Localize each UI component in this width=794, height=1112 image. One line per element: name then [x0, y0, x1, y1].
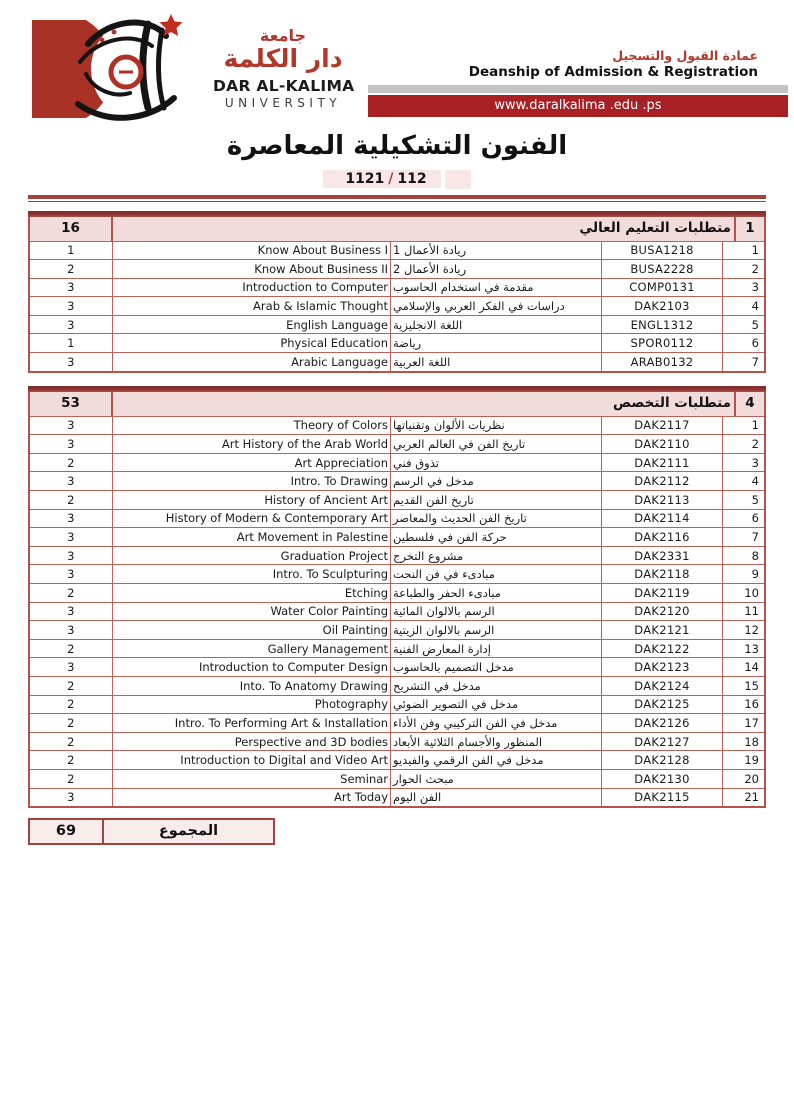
- title-divider-rule: [28, 195, 766, 202]
- logo-english-sub: UNIVERSITY: [224, 95, 342, 110]
- course-name-ar: اللغة العربية: [391, 353, 602, 371]
- course-name-en: Gallery Management: [113, 640, 391, 658]
- section-number: 1: [745, 219, 755, 236]
- credit-hours: 3: [30, 316, 113, 334]
- course-row: [30, 639, 764, 658]
- course-name-ar: تاريخ الفن في العالم العربي: [391, 435, 602, 453]
- course-name-en: Know About Business I: [113, 242, 391, 260]
- course-code: ENGL1312: [602, 316, 723, 334]
- course-row: [30, 453, 764, 472]
- course-name-ar: ريادة الأعمال 2: [391, 260, 602, 278]
- course-name-ar: تذوق فني: [391, 454, 602, 472]
- course-name-ar: رياضة: [391, 334, 602, 352]
- section-number: 4: [745, 394, 755, 411]
- course-name-en: English Language: [113, 316, 391, 334]
- course-code: DAK2120: [602, 603, 723, 621]
- section-header-row: [30, 217, 764, 241]
- course-name-en: Art Today: [113, 789, 391, 807]
- credit-hours: 3: [30, 658, 113, 676]
- logo-wordmark: [213, 26, 353, 110]
- row-number: 2: [751, 261, 759, 276]
- credit-hours: 3: [30, 510, 113, 528]
- row-number: 2: [751, 437, 759, 452]
- course-row: [30, 434, 764, 453]
- page-title: الفنون التشكيلية المعاصرة: [226, 131, 568, 161]
- course-code: DAK2113: [602, 491, 723, 509]
- credit-hours: 2: [30, 733, 113, 751]
- section-title: متطلبات التخصص: [113, 392, 736, 416]
- row-number: 19: [744, 753, 759, 768]
- credit-hours: 1: [30, 242, 113, 260]
- course-name-ar: الرسم بالالوان المائية: [391, 603, 602, 621]
- credit-hours: 3: [30, 789, 113, 807]
- row-number: 11: [744, 604, 759, 619]
- course-code: DAK2130: [602, 770, 723, 788]
- course-code: SPOR0112: [602, 334, 723, 352]
- course-code: DAK2331: [602, 547, 723, 565]
- course-name-en: Art History of the Arab World: [113, 435, 391, 453]
- course-name-ar: المنظور والأجسام الثلاثية الأبعاد: [391, 733, 602, 751]
- course-code: COMP0131: [602, 279, 723, 297]
- course-name-ar: مدخل في التصوير الضوئي: [391, 696, 602, 714]
- course-name-ar: ريادة الأعمال 1: [391, 242, 602, 260]
- row-number: 5: [751, 492, 759, 507]
- row-number: 7: [751, 530, 759, 545]
- row-number: 18: [744, 734, 759, 749]
- credit-hours: 2: [30, 714, 113, 732]
- course-name-en: History of Modern & Contemporary Art: [113, 510, 391, 528]
- credit-hours: 3: [30, 621, 113, 639]
- credit-hours: 3: [30, 603, 113, 621]
- row-number: 13: [744, 641, 759, 656]
- course-row: [30, 788, 764, 807]
- course-name-en: Graduation Project: [113, 547, 391, 565]
- course-name-ar: الرسم بالالوان الزيتية: [391, 621, 602, 639]
- row-number: 4: [751, 474, 759, 489]
- credit-hours: 2: [30, 454, 113, 472]
- section-total-credits: 16: [30, 217, 113, 241]
- credit-hours: 3: [30, 279, 113, 297]
- course-code: DAK2121: [602, 621, 723, 639]
- course-name-ar: إدارة المعارض الفنية: [391, 640, 602, 658]
- row-number: 5: [751, 317, 759, 332]
- course-name-ar: مدخل في الرسم: [391, 472, 602, 490]
- course-name-ar: اللغة الانجليزية: [391, 316, 602, 334]
- course-code: DAK2117: [602, 417, 723, 435]
- highlight-tail: [445, 170, 471, 189]
- course-name-en: Into. To Anatomy Drawing: [113, 677, 391, 695]
- course-row: [30, 676, 764, 695]
- credit-hours: 2: [30, 491, 113, 509]
- gray-divider-bar: [368, 85, 788, 93]
- row-number: 14: [744, 660, 759, 675]
- course-row: [30, 471, 764, 490]
- credit-hours: 3: [30, 472, 113, 490]
- course-row: [30, 546, 764, 565]
- section-total-credits: 53: [30, 392, 113, 416]
- row-number: 12: [744, 622, 759, 637]
- course-code: DAK2119: [602, 584, 723, 602]
- course-row: [30, 296, 764, 315]
- course-name-ar: مدخل التصميم بالحاسوب: [391, 658, 602, 676]
- row-number: 1: [751, 243, 759, 258]
- credit-hours: 2: [30, 677, 113, 695]
- course-name-ar: تاريخ الفن الحديث والمعاصر: [391, 510, 602, 528]
- course-name-en: Intro. To Performing Art & Installation: [113, 714, 391, 732]
- course-row: [30, 509, 764, 528]
- row-number: 1: [751, 418, 759, 433]
- course-name-ar: مدخل في الفن الرقمي والفيديو: [391, 751, 602, 769]
- credit-hours: 2: [30, 584, 113, 602]
- course-name-ar: دراسات في الفكر العربي والإسلامي: [391, 297, 602, 315]
- credit-hours: 2: [30, 260, 113, 278]
- course-code: DAK2103: [602, 297, 723, 315]
- course-name-en: Intro. To Sculpturing: [113, 565, 391, 583]
- website-bar: [368, 95, 788, 117]
- course-row: [30, 695, 764, 714]
- section-header-row: [30, 392, 764, 416]
- row-number: 10: [744, 585, 759, 600]
- course-row: [30, 713, 764, 732]
- course-name-ar: مبادىء الحفر والطباعة: [391, 584, 602, 602]
- deanship-english: Deanship of Admission & Registration: [468, 64, 758, 80]
- course-row: [30, 769, 764, 788]
- course-name-en: Oil Painting: [113, 621, 391, 639]
- credit-hours: 3: [30, 353, 113, 371]
- program-code: [323, 170, 440, 188]
- course-row: [30, 259, 764, 278]
- row-number: 3: [751, 280, 759, 295]
- course-name-en: Introduction to Computer Design: [113, 658, 391, 676]
- course-name-en: Introduction to Digital and Video Art: [113, 751, 391, 769]
- row-number: 9: [751, 567, 759, 582]
- course-row: [30, 416, 764, 435]
- course-name-en: Etching: [113, 584, 391, 602]
- grand-total-row: [28, 818, 766, 845]
- credit-hours: 2: [30, 751, 113, 769]
- course-name-ar: حركة الفن في فلسطين: [391, 528, 602, 546]
- course-name-en: Physical Education: [113, 334, 391, 352]
- grand-total-value: 69: [28, 818, 104, 845]
- row-number: 7: [751, 354, 759, 369]
- course-name-en: Water Color Painting: [113, 603, 391, 621]
- program-code-left: 1121: [345, 171, 385, 187]
- website-url: www.daralkalima .edu .ps: [494, 98, 662, 113]
- course-code: DAK2124: [602, 677, 723, 695]
- course-row: [30, 732, 764, 751]
- course-code: DAK2126: [602, 714, 723, 732]
- row-number: 8: [751, 548, 759, 563]
- course-code: DAK2125: [602, 696, 723, 714]
- course-code: DAK2116: [602, 528, 723, 546]
- logo-english-name: DAR AL-KALIMA: [213, 76, 355, 95]
- credit-hours: 3: [30, 297, 113, 315]
- row-number: 6: [751, 336, 759, 351]
- requirements-table-1: [28, 211, 766, 373]
- course-row: [30, 527, 764, 546]
- section-title: متطلبات التعليم العالي: [113, 217, 736, 241]
- course-name-ar: مبحث الحوار: [391, 770, 602, 788]
- course-name-ar: نظريات الألوان وتقنياتها: [391, 417, 602, 435]
- course-code: DAK2112: [602, 472, 723, 490]
- course-name-ar: الفن اليوم: [391, 789, 602, 807]
- course-name-ar: تاريخ الفن القديم: [391, 491, 602, 509]
- course-code: BUSA2228: [602, 260, 723, 278]
- course-name-ar: مبادىء في فن النحت: [391, 565, 602, 583]
- course-row: [30, 750, 764, 769]
- row-number: 20: [744, 771, 759, 786]
- course-row: [30, 583, 764, 602]
- course-code: DAK2122: [602, 640, 723, 658]
- university-logo-icon: [30, 12, 200, 124]
- course-name-en: Seminar: [113, 770, 391, 788]
- course-code: DAK2118: [602, 565, 723, 583]
- course-name-en: Intro. To Drawing: [113, 472, 391, 490]
- program-code-line: [28, 169, 766, 190]
- course-code: DAK2123: [602, 658, 723, 676]
- header-right-block: [368, 48, 788, 117]
- program-code-right: 112: [397, 171, 427, 187]
- course-name-en: Know About Business II: [113, 260, 391, 278]
- course-name-ar: مقدمة في استخدام الحاسوب: [391, 279, 602, 297]
- credit-hours: 3: [30, 435, 113, 453]
- course-row: [30, 602, 764, 621]
- credit-hours: 1: [30, 334, 113, 352]
- course-row: [30, 241, 764, 260]
- grand-total-label: المجموع: [104, 818, 275, 845]
- table-body: [30, 416, 764, 806]
- course-row: [30, 315, 764, 334]
- row-number: 16: [744, 697, 759, 712]
- credit-hours: 2: [30, 770, 113, 788]
- course-row: [30, 620, 764, 639]
- course-name-en: Perspective and 3D bodies: [113, 733, 391, 751]
- course-row: [30, 352, 764, 371]
- page-header: [0, 0, 794, 128]
- course-name-en: Theory of Colors: [113, 417, 391, 435]
- table-body: [30, 241, 764, 371]
- deanship-arabic: عمادة القبول والتسجيل: [612, 48, 758, 63]
- credit-hours: 3: [30, 547, 113, 565]
- credit-hours: 3: [30, 528, 113, 546]
- course-code: DAK2127: [602, 733, 723, 751]
- logo-arabic-main: دار الكلمة: [223, 44, 343, 73]
- course-name-en: Photography: [113, 696, 391, 714]
- program-code-separator: /: [388, 171, 394, 187]
- course-name-en: Arabic Language: [113, 353, 391, 371]
- course-code: BUSA1218: [602, 242, 723, 260]
- course-code: ARAB0132: [602, 353, 723, 371]
- row-number: 6: [751, 511, 759, 526]
- course-code: DAK2111: [602, 454, 723, 472]
- course-row: [30, 657, 764, 676]
- document-content: [28, 130, 766, 845]
- course-row: [30, 564, 764, 583]
- row-number: 15: [744, 678, 759, 693]
- requirements-table-2: [28, 386, 766, 808]
- course-code: DAK2115: [602, 789, 723, 807]
- row-number: 21: [744, 790, 759, 805]
- course-name-ar: مدخل في التشريح: [391, 677, 602, 695]
- course-code: DAK2128: [602, 751, 723, 769]
- course-name-en: Art Appreciation: [113, 454, 391, 472]
- course-code: DAK2110: [602, 435, 723, 453]
- course-name-en: Introduction to Computer: [113, 279, 391, 297]
- credit-hours: 2: [30, 696, 113, 714]
- course-row: [30, 278, 764, 297]
- course-code: DAK2114: [602, 510, 723, 528]
- course-name-en: Arab & Islamic Thought: [113, 297, 391, 315]
- course-name-ar: مدخل في الفن التركيبي وفن الأداء: [391, 714, 602, 732]
- course-name-ar: مشروع التخرج: [391, 547, 602, 565]
- credit-hours: 3: [30, 417, 113, 435]
- credit-hours: 3: [30, 565, 113, 583]
- row-number: 17: [744, 715, 759, 730]
- course-name-en: History of Ancient Art: [113, 491, 391, 509]
- logo-arabic-top: جامعة: [259, 26, 307, 45]
- row-number: 4: [751, 299, 759, 314]
- credit-hours: 2: [30, 640, 113, 658]
- row-number: 3: [751, 455, 759, 470]
- course-name-en: Art Movement in Palestine: [113, 528, 391, 546]
- course-row: [30, 490, 764, 509]
- course-row: [30, 333, 764, 352]
